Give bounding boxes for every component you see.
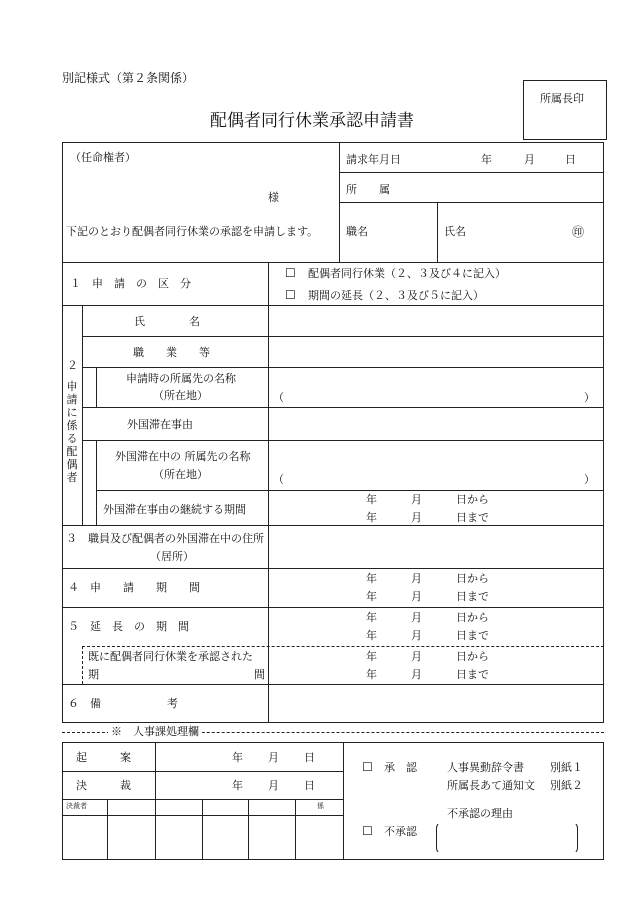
stamp-box bbox=[523, 80, 607, 140]
request-date-day: 日 bbox=[565, 153, 576, 166]
appointer-label: （任命権者） bbox=[70, 151, 136, 164]
approved-period-label: 既に配偶者同行休業を承認された bbox=[88, 650, 253, 663]
apply-from-day: 日から bbox=[456, 572, 489, 585]
page-title: 配偶者同行休業承認申請書 bbox=[210, 111, 414, 131]
foreign-period-field[interactable] bbox=[270, 492, 603, 524]
option1-checkbox[interactable]: ☐ bbox=[285, 266, 296, 280]
option2-label: 期間の延長（２、３及び５に記入） bbox=[308, 289, 484, 302]
form-label: 別記様式（第２条関係） bbox=[62, 71, 195, 85]
spouse-name-label: 氏 名 bbox=[134, 315, 200, 328]
sama-label: 様 bbox=[268, 191, 279, 204]
foreign-period-label: 外国滞在事由の継続する期間 bbox=[103, 503, 246, 516]
decision-day: 日 bbox=[304, 779, 315, 792]
reject-checkbox[interactable]: ☐ bbox=[362, 824, 373, 838]
foreign-reason-label: 外国滞在事由 bbox=[127, 418, 193, 431]
approved-to-day: 日まで bbox=[456, 668, 489, 681]
section3-label: ３ 職員及び配偶者の外国滞在中の住所 bbox=[66, 532, 264, 545]
decision-month: 月 bbox=[268, 779, 279, 792]
apply-from-month: 月 bbox=[411, 572, 422, 585]
reject-label: 不承認 bbox=[384, 825, 417, 838]
approved-from-day: 日から bbox=[456, 650, 489, 663]
request-date-label: 請求年月日 bbox=[346, 153, 401, 166]
section2-number: ２ bbox=[67, 359, 78, 372]
draft-day: 日 bbox=[304, 751, 315, 764]
spouse-affiliation-label: 申請時の所属先の名称 bbox=[126, 372, 236, 385]
foreign-address-field[interactable] bbox=[270, 527, 603, 567]
extend-from-month: 月 bbox=[411, 611, 422, 624]
foreign-affiliation-label: 外国滞在中の 所属先の名称 bbox=[115, 450, 251, 463]
stamp-box-label: 所属長印 bbox=[540, 92, 584, 105]
clerk-label: 係 bbox=[317, 802, 324, 810]
decision-label: 決 裁 bbox=[76, 779, 131, 792]
apply-to-month: 月 bbox=[411, 590, 422, 603]
draft-month: 月 bbox=[268, 751, 279, 764]
extend-period-field[interactable] bbox=[270, 609, 603, 645]
option2-checkbox[interactable]: ☐ bbox=[285, 288, 296, 302]
decision-date-field[interactable] bbox=[157, 773, 342, 798]
notice-doc-label: 所属長あて通知文 bbox=[447, 779, 535, 792]
paren-open-1: （ bbox=[273, 391, 284, 404]
spouse-job-label: 職 業 等 bbox=[133, 346, 210, 359]
reject-reason-label: 不承認の理由 bbox=[447, 807, 513, 820]
approve-label: 承 認 bbox=[384, 761, 417, 774]
applicant-name-field[interactable] bbox=[470, 204, 570, 261]
name-label: 氏名 bbox=[444, 225, 466, 238]
spouse-affiliation-sub: （所在地） bbox=[153, 389, 208, 402]
draft-date-field[interactable] bbox=[157, 744, 342, 770]
period-to-day: 日まで bbox=[456, 511, 489, 524]
reject-reason-field[interactable] bbox=[436, 822, 578, 854]
section5-label: ５ 延 長 の 期 間 bbox=[68, 620, 189, 633]
period-from-year: 年 bbox=[366, 493, 377, 506]
paren-close-1: ） bbox=[584, 391, 595, 404]
approved-to-month: 月 bbox=[411, 668, 422, 681]
section2-vertical-label: 申請に係る配偶者 bbox=[66, 380, 78, 484]
extend-to-year: 年 bbox=[366, 629, 377, 642]
seal-mark: ㊞ bbox=[572, 225, 585, 239]
personnel-header: ※ 人事課処理欄 bbox=[108, 726, 202, 737]
attach1-label: 別紙１ bbox=[550, 761, 583, 774]
extend-to-month: 月 bbox=[411, 629, 422, 642]
approved-from-year: 年 bbox=[366, 650, 377, 663]
draft-year: 年 bbox=[232, 751, 243, 764]
decision-year: 年 bbox=[232, 779, 243, 792]
extend-to-day: 日まで bbox=[456, 629, 489, 642]
paren-close-2: ） bbox=[584, 473, 595, 486]
request-date-year: 年 bbox=[481, 153, 492, 166]
section1-label: １ 申 請 の 区 分 bbox=[70, 277, 191, 290]
approved-from-month: 月 bbox=[411, 650, 422, 663]
apply-period-field[interactable] bbox=[270, 570, 603, 606]
approved-period-field[interactable] bbox=[270, 648, 603, 683]
section4-label: ４ 申 請 期 間 bbox=[68, 581, 200, 594]
approved-to-year: 年 bbox=[366, 668, 377, 681]
spouse-name-field[interactable] bbox=[270, 307, 603, 335]
position-field[interactable] bbox=[372, 204, 436, 261]
request-text: 下記のとおり配偶者同行休業の承認を申請します。 bbox=[66, 225, 319, 238]
period-to-month: 月 bbox=[411, 511, 422, 524]
period-from-day: 日から bbox=[456, 493, 489, 506]
position-label: 職名 bbox=[346, 225, 368, 238]
extend-from-year: 年 bbox=[366, 611, 377, 624]
section6-label: ６ 備 考 bbox=[68, 697, 178, 710]
apply-from-year: 年 bbox=[366, 572, 377, 585]
period-to-year: 年 bbox=[366, 511, 377, 524]
draft-label: 起 案 bbox=[76, 751, 131, 764]
spouse-affiliation-field[interactable] bbox=[285, 370, 580, 405]
apply-to-year: 年 bbox=[366, 590, 377, 603]
attach2-label: 別紙２ bbox=[550, 779, 583, 792]
extend-from-day: 日から bbox=[456, 611, 489, 624]
section3-sub: （居所） bbox=[150, 550, 194, 563]
apply-to-day: 日まで bbox=[456, 590, 489, 603]
approve-checkbox[interactable]: ☐ bbox=[362, 760, 373, 774]
approved-period-sub-a: 期 bbox=[88, 668, 99, 681]
order-doc-label: 人事異動辞令書 bbox=[447, 761, 524, 774]
option1-label: 配偶者同行休業（２、３及び４に記入） bbox=[308, 267, 506, 280]
approved-period-sub-b: 間 bbox=[254, 668, 265, 681]
affiliation-label: 所 属 bbox=[346, 183, 390, 196]
spouse-job-field[interactable] bbox=[270, 338, 603, 366]
affiliation-field[interactable] bbox=[400, 174, 603, 201]
request-date-month: 月 bbox=[524, 153, 535, 166]
period-from-month: 月 bbox=[411, 493, 422, 506]
foreign-affiliation-field[interactable] bbox=[285, 443, 580, 488]
foreign-affiliation-sub: （所在地） bbox=[153, 468, 208, 481]
foreign-reason-field[interactable] bbox=[270, 409, 603, 439]
remarks-field[interactable] bbox=[270, 686, 603, 721]
approver-label: 決裁者 bbox=[66, 802, 87, 810]
paren-open-2: （ bbox=[273, 473, 284, 486]
